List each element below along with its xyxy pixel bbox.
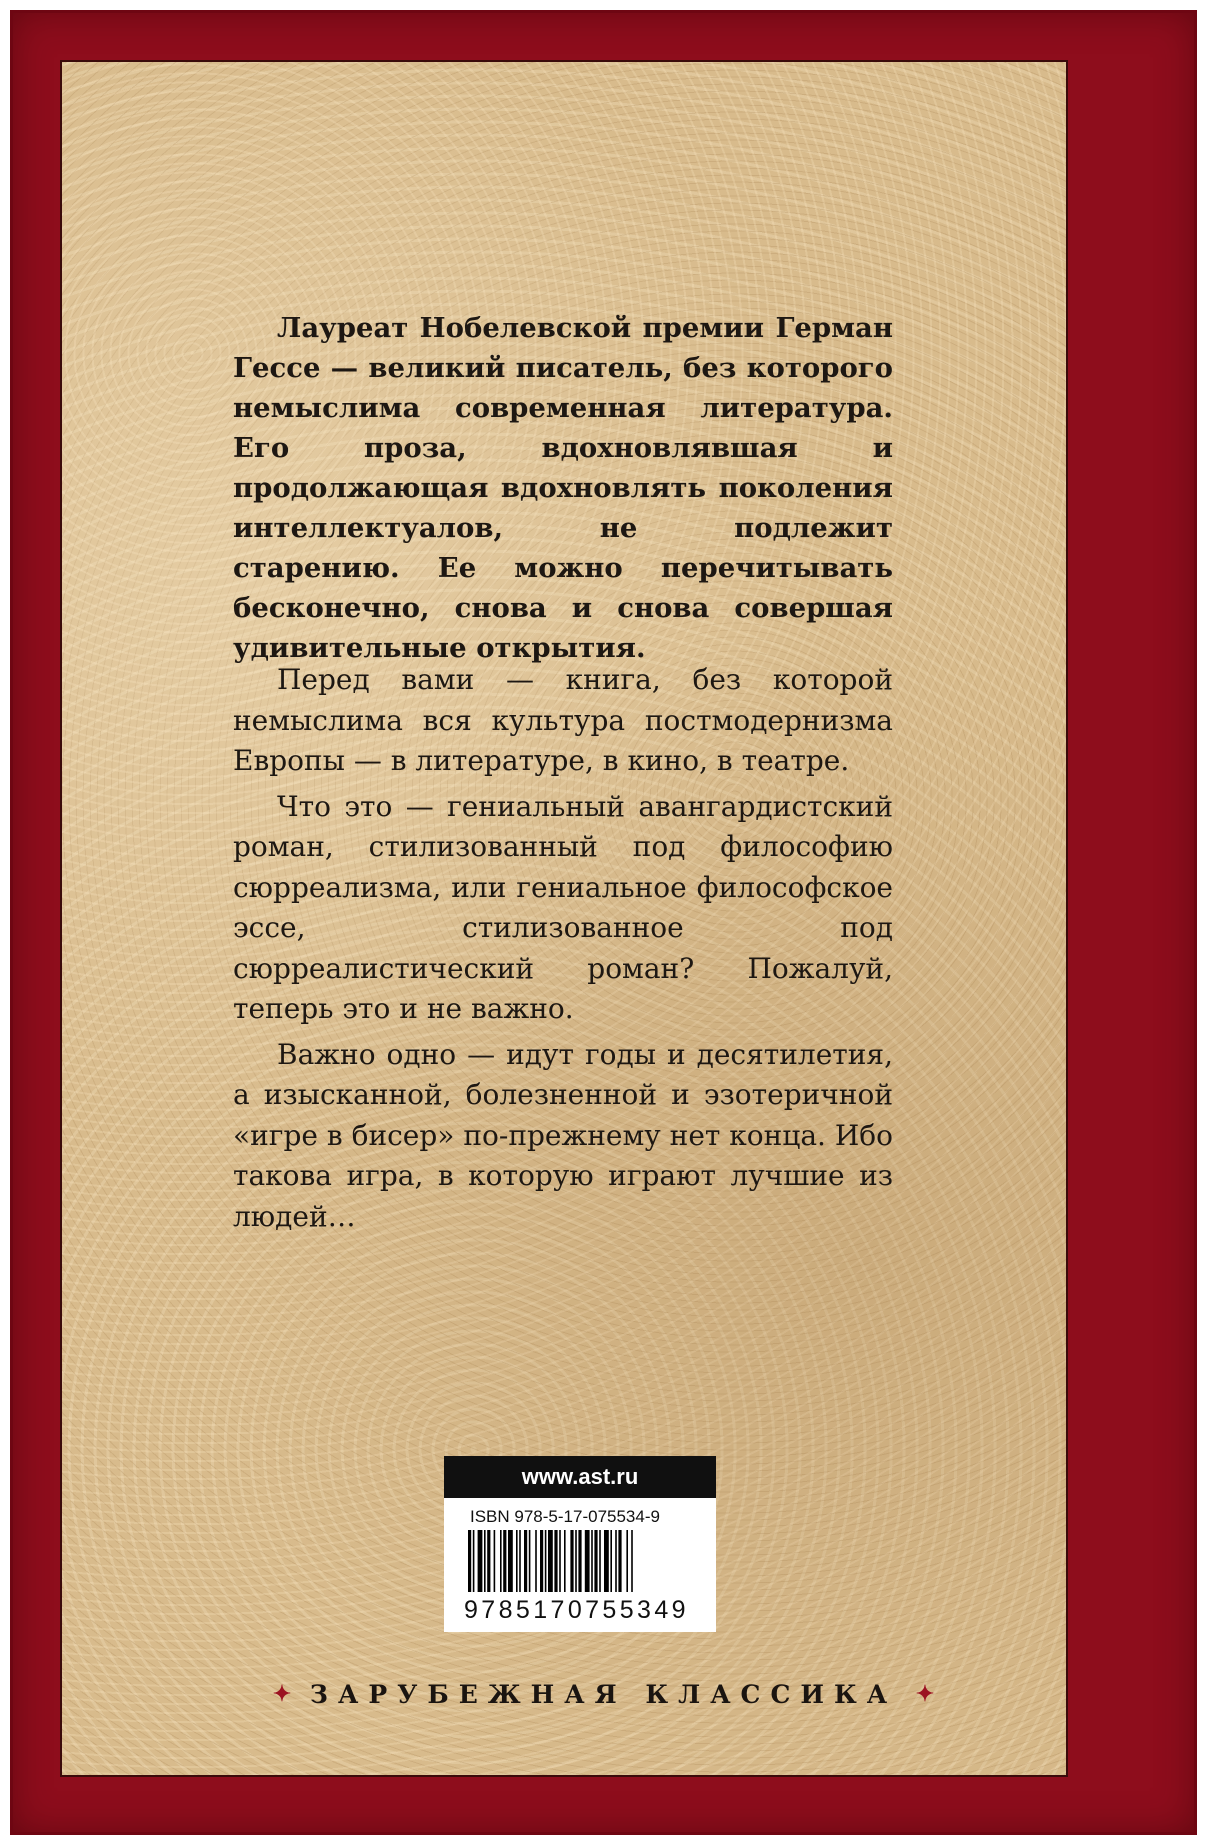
barcode-icon bbox=[464, 1530, 700, 1606]
publisher-url: www.ast.ru bbox=[444, 1456, 716, 1498]
description-block bbox=[233, 660, 893, 1242]
ornament-left-icon: ✦ bbox=[272, 1681, 292, 1707]
isbn-label: ISBN 978-5-17-075534-9 bbox=[470, 1507, 660, 1526]
ornament-right-icon: ✦ bbox=[915, 1681, 935, 1707]
barcode-digits: 9785170755349 bbox=[464, 1596, 689, 1624]
intro-paragraph bbox=[233, 308, 893, 668]
description-paragraph-2: Что это — гениальный авангардистский роман, стилизованный под философию сюрреализма, или гениальное философское эссе, стилизованное под сюрреалистический роман? Пожалуй, теперь это и не важно. bbox=[233, 789, 893, 1025]
description-paragraph-1: Перед вами — книга, без которой немыслима вся культура постмодернизма Европы — в литературе, в кино, в театре. bbox=[233, 663, 893, 777]
isbn-barcode-box bbox=[444, 1456, 716, 1632]
series-title: ЗАРУБЕЖНАЯ КЛАССИКА bbox=[309, 1680, 898, 1709]
description-paragraph-3: Важно одно — идут годы и десятилетия, а изысканной, болезненной и эзотеричной «игре в бисер» по-прежнему нет конца. Ибо такова игра, в которую играют лучшие из людей… bbox=[233, 1037, 893, 1233]
series-title-line bbox=[0, 1680, 1207, 1709]
intro-text: Лауреат Нобелевской премии Герман Гессе — великий писатель, без которого немыслима современная литература. Его проза, вдохновлявшая и продолжающая вдохновлять поколения интеллектуалов, не подлежит старению. Ее можно перечитывать бесконечно, снова и снова совершая удивительные открытия. bbox=[233, 312, 893, 664]
